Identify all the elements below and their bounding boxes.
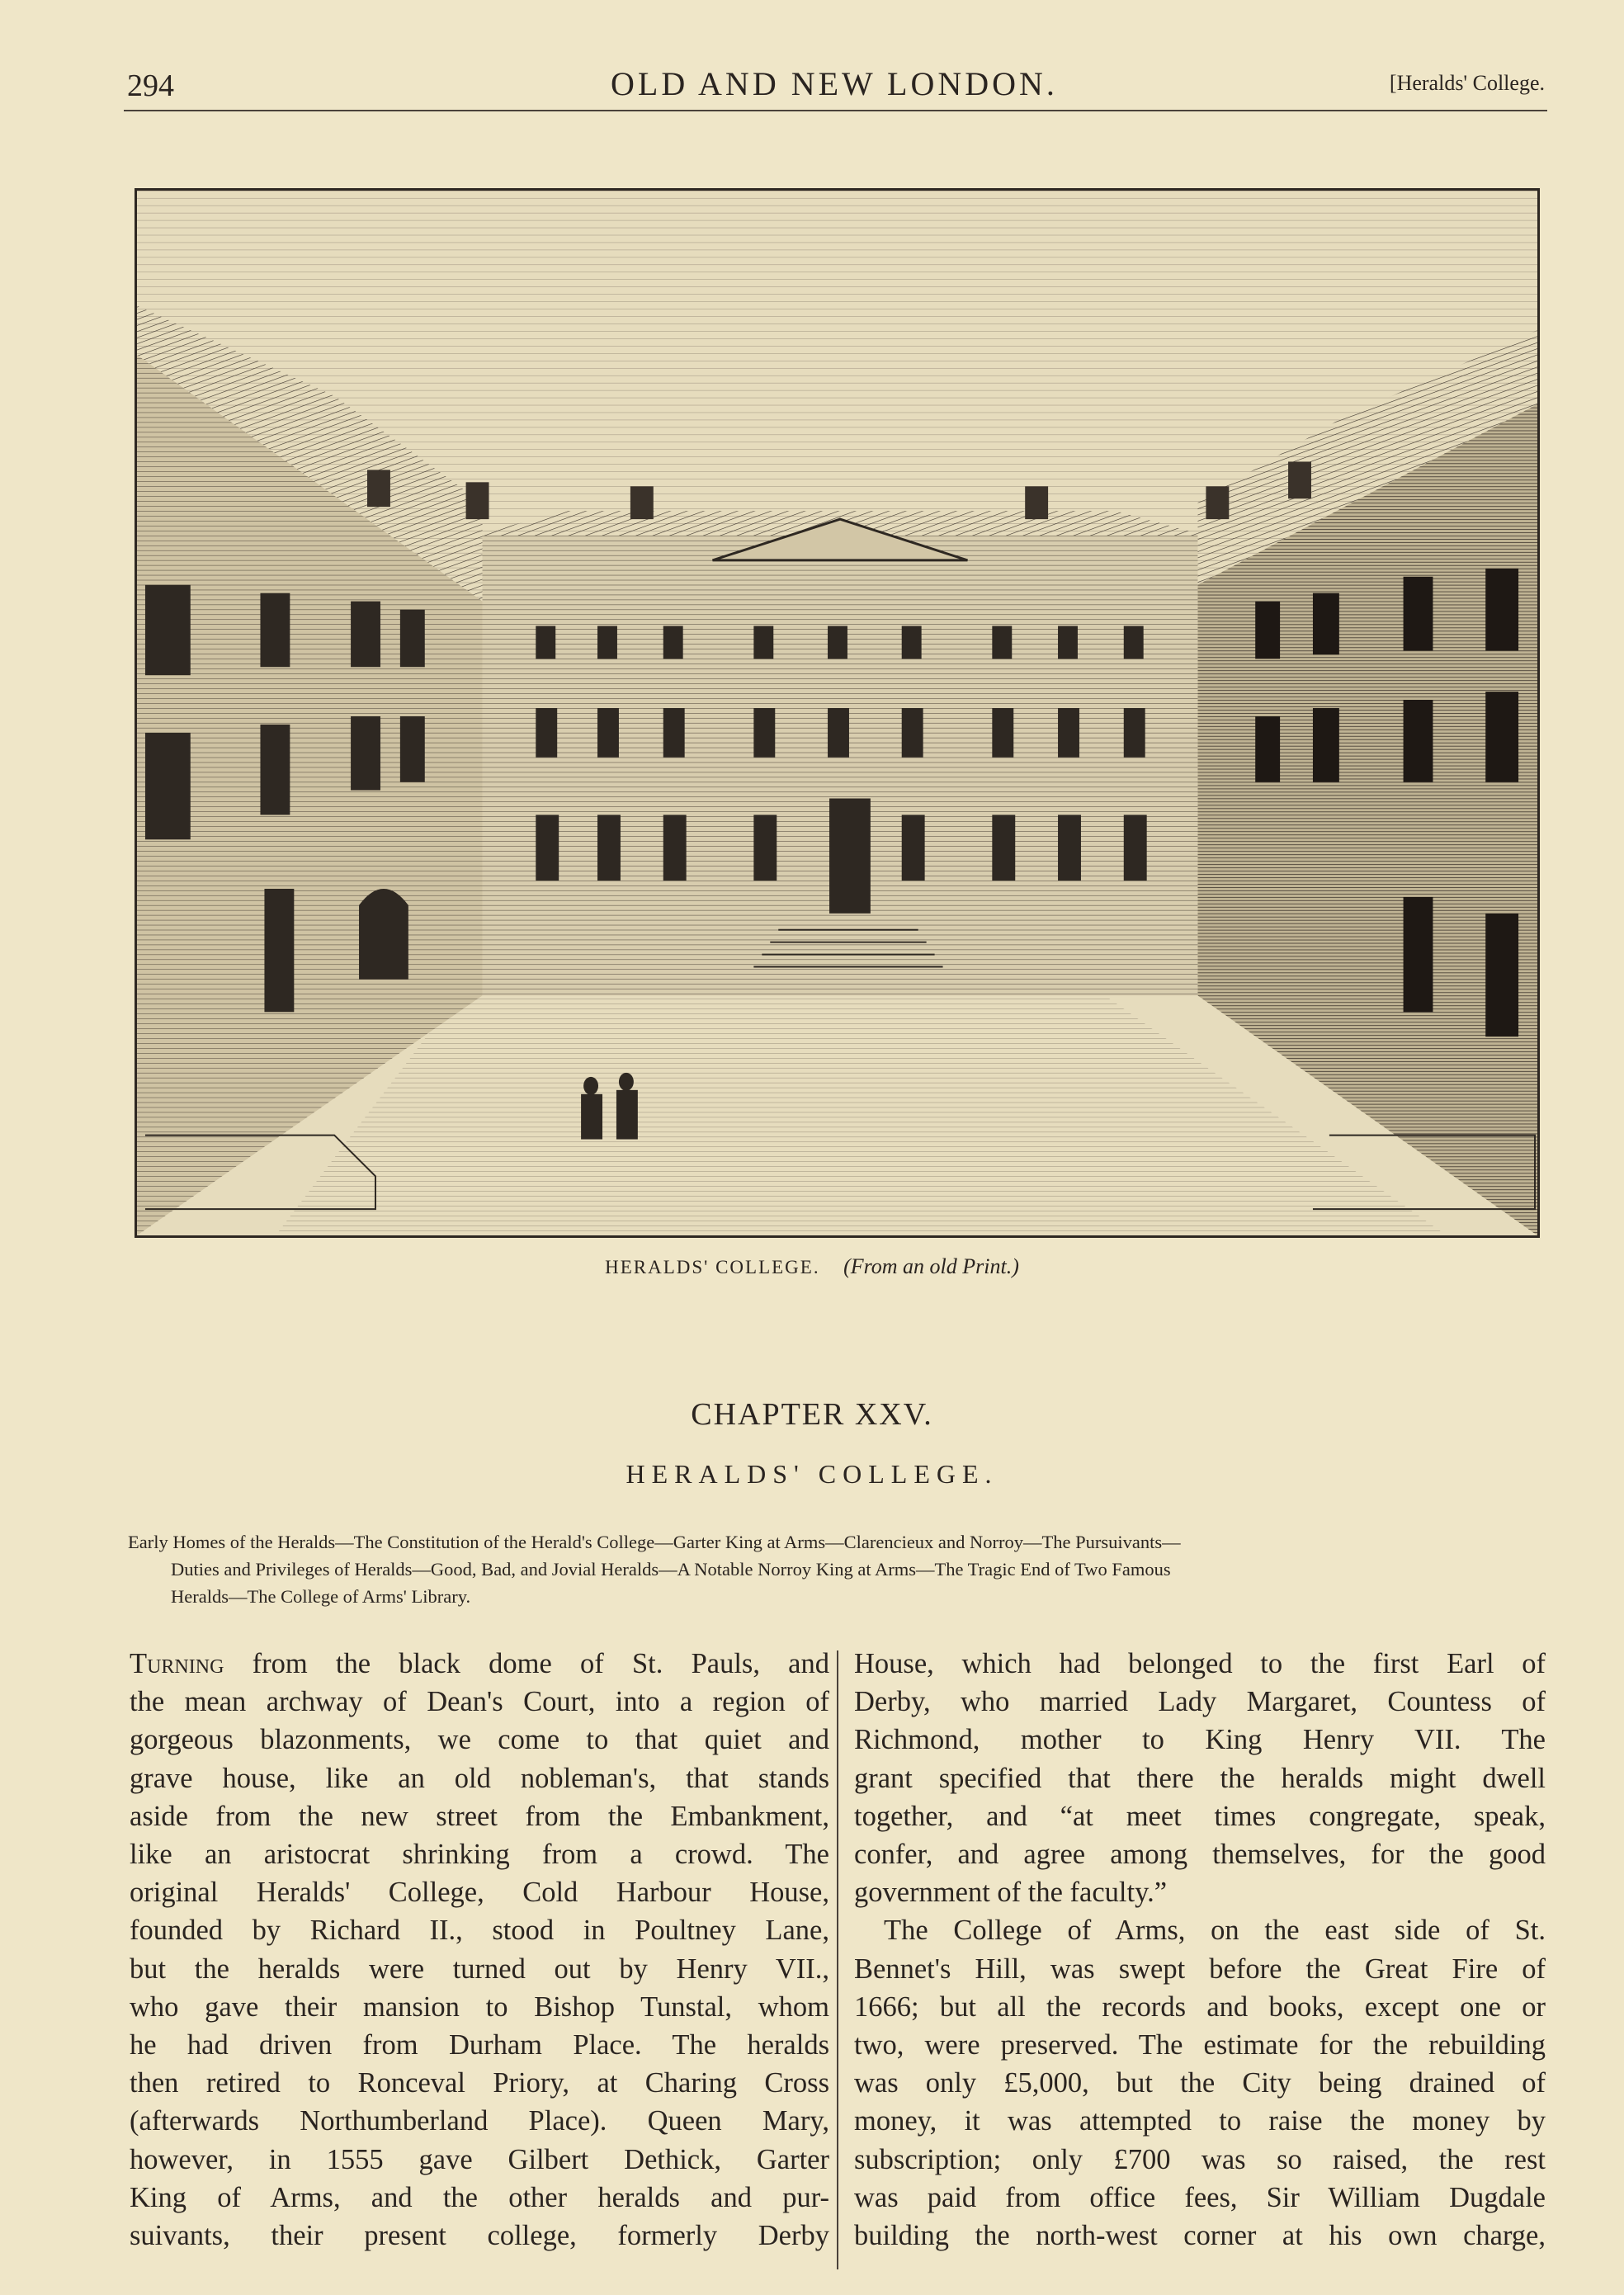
text-line: 1666; but all the records and books, except one or [854, 1990, 1546, 2023]
text-line: he had driven from Durham Place. The heralds [130, 2029, 829, 2061]
caption-title: HERALDS' COLLEGE. [605, 1257, 820, 1277]
text-line: grant specified that there the heralds might dwell [854, 1762, 1546, 1794]
text-line: like an aristocrat shrinking from a crowd. The [130, 1839, 829, 1871]
figure-caption [0, 1254, 1624, 1279]
text-line: gorgeous blazonments, we come to that quiet and [130, 1724, 829, 1756]
text-line: together, and “at meet times congregate, speak, [854, 1800, 1546, 1832]
caption-source: (From an old Print.) [843, 1254, 1019, 1278]
left-column [130, 1645, 829, 2255]
text-line: then retired to Ronceval Priory, at Charing Cross [130, 2067, 829, 2099]
text-line: confer, and agree among themselves, for the good [854, 1839, 1546, 1871]
text-line: founded by Richard II., stood in Poultney Lane, [130, 1915, 829, 1947]
engraving-illustration [137, 191, 1537, 1235]
text-line-rest: from the black dome of St. Pauls, and [224, 1648, 829, 1679]
drop-word: Turning [130, 1648, 224, 1679]
text-line: Bennet's Hill, was swept before the Great Fire of [854, 1953, 1546, 1985]
running-title: OLD AND NEW LONDON. [611, 65, 1058, 102]
text-line: King of Arms, and the other heralds and pur- [130, 2181, 829, 2213]
text-line [130, 1645, 829, 1683]
header-rule [124, 110, 1547, 111]
text-line: (afterwards Northumberland Place). Queen Mary, [130, 2105, 829, 2137]
chapter-number: CHAPTER XXV. [691, 1397, 933, 1432]
chapter-title: HERALDS' COLLEGE. [626, 1459, 998, 1489]
text-line: who gave their mansion to Bishop Tunstal, whom [130, 1990, 829, 2023]
synopsis-line: Heralds—The College of Arms' Library. [171, 1586, 471, 1607]
right-column [854, 1645, 1546, 2255]
chapter-synopsis [128, 1528, 1547, 1610]
text-line: aside from the new street from the Embankment, [130, 1800, 829, 1832]
text-line: suivants, their present college, formerly Derby [130, 2220, 829, 2252]
text-line: building the north-west corner at his own charge, [854, 2220, 1546, 2252]
column-rule [837, 1650, 838, 2269]
synopsis-line: Duties and Privileges of Heralds—Good, Bad, and Jovial Heralds—A Notable Norroy King at Arms—The Tragic End of Two Famous [171, 1559, 1171, 1580]
text-line: was paid from office fees, Sir William Dugdale [854, 2181, 1546, 2213]
text-line: Richmond, mother to King Henry VII. The [854, 1724, 1546, 1756]
text-line: original Heralds' College, Cold Harbour House, [130, 1877, 829, 1909]
text-line: however, in 1555 gave Gilbert Dethick, Garter [130, 2143, 829, 2175]
text-line: The College of Arms, on the east side of St. [884, 1915, 1546, 1947]
running-section: [Heralds' College. [1389, 71, 1545, 95]
text-line: subscription; only £700 was so raised, the rest [854, 2143, 1546, 2175]
text-line: House, which had belonged to the first Earl of [854, 1648, 1546, 1679]
text-line: two, were preserved. The estimate for the rebuilding [854, 2029, 1546, 2061]
running-header [124, 58, 1545, 107]
text-line: was only £5,000, but the City being drained of [854, 2067, 1546, 2099]
text-line: grave house, like an old nobleman's, that stands [130, 1762, 829, 1794]
engraving-heralds-college [135, 188, 1540, 1238]
text-line: but the heralds were turned out by Henry VII., [130, 1953, 829, 1985]
text-line: Derby, who married Lady Margaret, Countess of [854, 1686, 1546, 1718]
synopsis-line: Early Homes of the Heralds—The Constitution of the Herald's College—Garter King at Arms—Clarencieux and Norroy—The Pursuivants— [128, 1532, 1181, 1552]
text-line: government of the faculty.” [854, 1877, 1168, 1909]
text-line: the mean archway of Dean's Court, into a region of [130, 1686, 829, 1718]
text-line: money, it was attempted to raise the money by [854, 2105, 1546, 2137]
page-number: 294 [127, 68, 174, 103]
